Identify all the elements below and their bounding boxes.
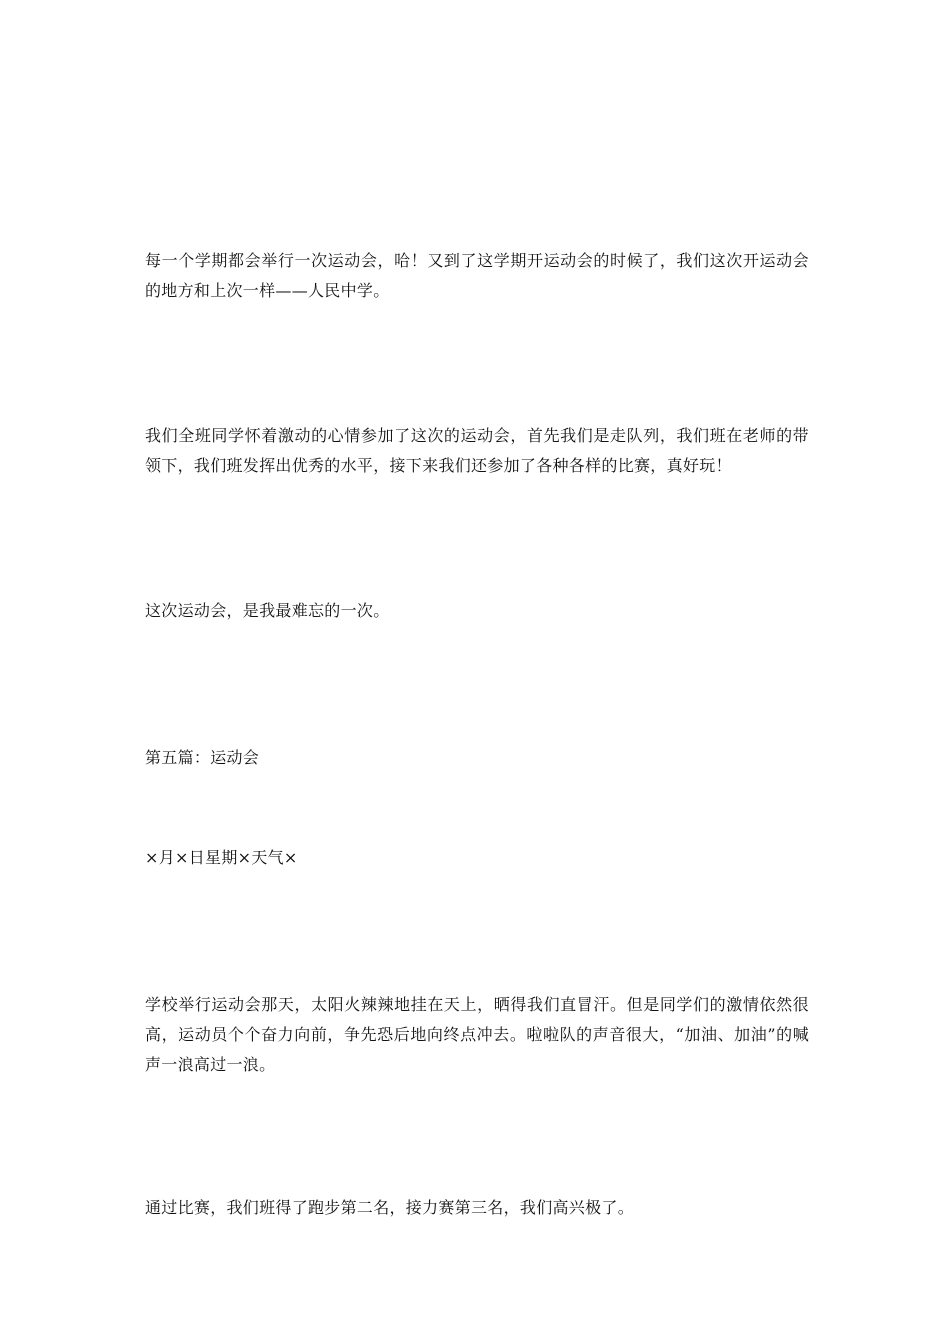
paragraph-class-participation: 我们全班同学怀着激动的心情参加了这次的运动会，首先我们是走队列，我们班在老师的带领下，我们班发挥出优秀的水平，接下来我们还参加了各种各样的比赛，真好玩！ (145, 426, 809, 475)
paragraph-memorable: 这次运动会，是我最难忘的一次。 (145, 601, 390, 620)
paragraph-sports-day: 学校举行运动会那天，太阳火辣辣地挂在天上，晒得我们直冒汗。但是同学们的激情依然很高，运动员个个奋力向前，争先恐后地向终点冲去。啦啦队的声音很大，“加油、加油”的喊声一浪高过一浪。 (145, 995, 809, 1074)
paragraph-intro: 每一个学期都会举行一次运动会，哈！又到了这学期开运动会的时候了，我们这次开运动会的地方和上次一样——人民中学。 (145, 251, 809, 300)
diary-date-line: ×月×日星期×天气× (145, 848, 298, 867)
paragraph-results: 通过比赛，我们班得了跑步第二名，接力赛第三名，我们高兴极了。 (145, 1198, 635, 1217)
section-heading: 第五篇：运动会 (145, 748, 260, 767)
